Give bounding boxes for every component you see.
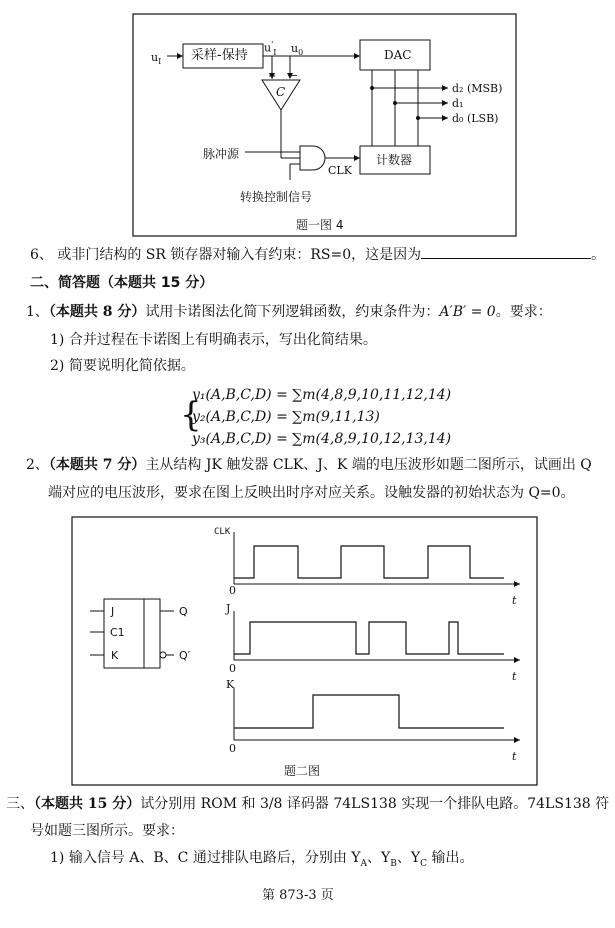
figure-2-frame <box>72 517 537 785</box>
svg-text:+: + <box>268 71 277 82</box>
k-axis-label: K <box>226 678 235 691</box>
fig2-caption: 题二图 <box>284 764 321 778</box>
d0-label: d₀ (LSB) <box>452 112 499 125</box>
ff-k-label: K <box>111 649 119 662</box>
counter-label: 计数器 <box>376 153 413 167</box>
j-axis-label: J <box>226 602 231 615</box>
clk-label: CLK <box>328 164 352 177</box>
comparator-label: C <box>276 85 286 99</box>
fig4-input-label: $u_I$ <box>151 51 162 67</box>
question-1: 1、（本题共 8 分）试用卡诺图法化简下列逻辑函数，约束条件为：A′B′ = 0。要求： <box>26 304 552 320</box>
fig4-uprime-label: $u'_I$ <box>264 40 277 57</box>
dac-label: DAC <box>384 48 412 62</box>
clk-axis-label: CLK <box>214 527 231 537</box>
question-2-line-2: 端对应的电压波形，要求在图上反映出时序对应关系。设触发器的初始状态为 Q=0。 <box>48 485 575 501</box>
equation-brace: { <box>180 395 202 435</box>
ff-qbar-label: Q′ <box>179 649 191 662</box>
clk-waveform <box>234 546 504 578</box>
page-footer: 第 873-3 页 <box>262 888 334 903</box>
k-t-label: t <box>512 750 517 763</box>
fig4-caption: 题一图 4 <box>296 218 344 232</box>
pulse-source-label: 脉冲源 <box>203 147 240 161</box>
q1-requirement-2: 2) 简要说明化简依据。 <box>50 358 195 374</box>
clk-t-label: t <box>512 594 517 607</box>
d2-label: d₂ (MSB) <box>452 82 503 95</box>
d1-label: d₁ <box>452 97 464 110</box>
svg-text:−: − <box>289 69 299 82</box>
j-waveform <box>234 622 504 654</box>
equation-y3: y₃(A,B,C,D) = ∑m(4,8,9,10,12,13,14) <box>192 431 452 447</box>
section-3-line-1: 三、（本题共 15 分）试分别用 ROM 和 3/8 译码器 74LS138 实现一个排队电路。74LS138 符 <box>6 796 610 812</box>
j-t-label: t <box>512 670 517 683</box>
sample-hold-label: 采样-保持 <box>191 48 248 63</box>
ff-j-label: J <box>111 605 115 618</box>
ff-q-label: Q <box>179 605 188 618</box>
equation-y1: y₁(A,B,C,D) = ∑m(4,8,9,10,11,12,14) <box>192 387 452 403</box>
section-3-requirement-1: 1) 输入信号 A、B、C 通过排队电路后，分别由 $Y_A$、$Y_B$、$Y_C$ 输出。 <box>50 850 474 869</box>
k-zero-label: 0 <box>229 742 236 755</box>
section-3-line-2: 号如题三图所示。要求： <box>30 823 184 839</box>
control-signal-label: 转换控制信号 <box>240 190 313 204</box>
clk-zero-label: 0 <box>229 584 236 597</box>
j-zero-label: 0 <box>229 662 236 675</box>
q1-requirement-1: 1) 合并过程在卡诺图上有明确表示，写出化简结果。 <box>50 332 377 348</box>
question-2-line-1: 2、（本题共 7 分）主从结构 JK 触发器 CLK、J、K 端的电压波形如题二图所示，试画出 Q <box>26 457 592 473</box>
k-waveform <box>234 695 504 728</box>
section-2-heading: 二、简答题（本题共 15 分） <box>30 275 214 291</box>
question-6: 6、 或非门结构的 SR 锁存器对输入有约束：RS=0，这是因为 。 <box>30 247 606 263</box>
fig4-u0-label: $u_0$ <box>291 42 304 58</box>
ff-c1-label: C1 <box>110 626 125 639</box>
equation-y2: y₂(A,B,C,D) = ∑m(9,11,13) <box>192 409 380 425</box>
